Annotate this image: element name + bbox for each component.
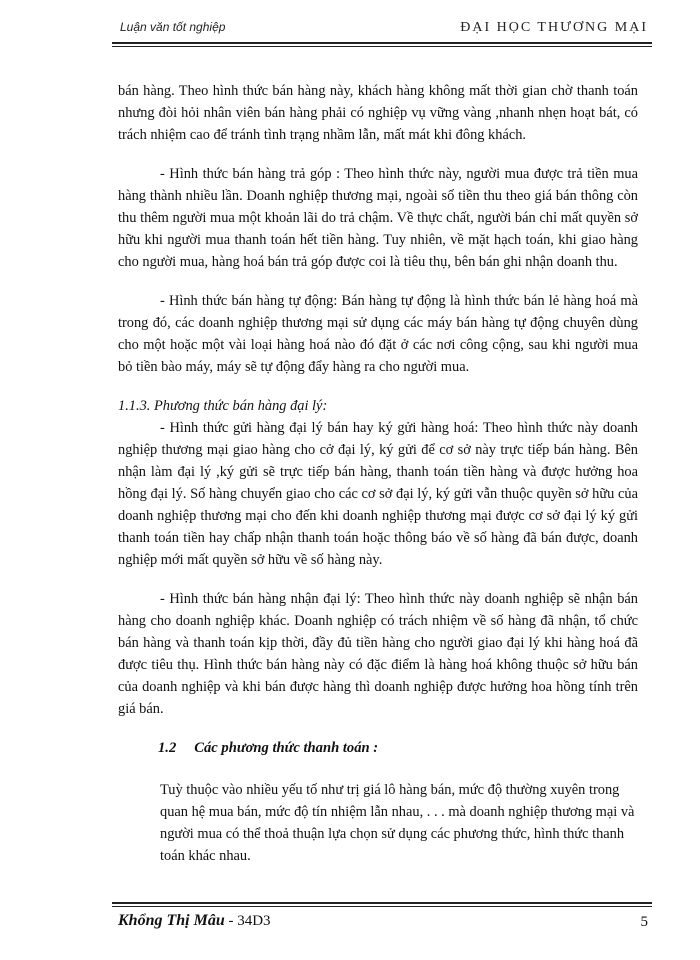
paragraph-payment-methods: Tuỳ thuộc vào nhiều yếu tố như trị giá lô hàng bán, mức độ thường xuyên trong quan hệ mua bán, mức độ tín nhiệm lẫn nhau, . . . mà doanh nghiệp thương mại và người mua có thể thoả thuận lựa chọn sử dụng các phương thức, hình thức thanh toán khác nhau. bbox=[160, 782, 635, 864]
author-class: - 34D3 bbox=[224, 913, 271, 929]
author-signature: Khổng Thị Mâu bbox=[118, 912, 225, 929]
footer-divider bbox=[112, 902, 652, 907]
header-left-title: Luận văn tốt nghiệp bbox=[120, 20, 226, 34]
document-body bbox=[118, 80, 638, 884]
header-right-title: ĐẠI HỌC THƯƠNG MẠI bbox=[460, 20, 648, 35]
heading-1-2-number: 1.2 bbox=[158, 740, 177, 756]
footer-author bbox=[118, 912, 271, 930]
paragraph-agency-consignment: - Hình thức gửi hàng đại lý bán hay ký gửi hàng hoá: Theo hình thức này doanh nghiệp thương mại giao hàng cho cở đại lý, ký gửi để cơ sở này trực tiếp bán hàng. Bên nhận làm đại lý ,ký gửi sẽ trực tiếp bán hàng, thanh toán tiền hàng và được hưởng hoa hồng đại lý. Số hàng chuyển giao cho các cơ sở đại lý, ký gửi vẫn thuộc quyền sở hữu của doanh nghiệp thương mại cho đến khi doanh nghiệp thương mại được cơ sở đại lý ký gửi thanh toán tiền hay chấp nhận thanh toán hoặc thông báo về số hàng đã bán được, doanh nghiệp mới mất quyền sở hữu về số hàng này. bbox=[118, 420, 638, 568]
header-divider bbox=[112, 42, 652, 47]
paragraph-automatic-sales: - Hình thức bán hàng tự động: Bán hàng tự động là hình thức bán lẻ hàng hoá mà trong đó, các doanh nghiệp thương mại sử dụng các máy bán hàng tự động chuyên dùng cho một hoặc một vài loại hàng hoá nào đó đặt ở các nơi công cộng, sau khi người mua bỏ tiền bào máy, máy sẽ tự động đẩy hàng ra cho người mua. bbox=[118, 293, 638, 375]
heading-1-2 bbox=[158, 737, 638, 759]
page-number: 5 bbox=[640, 914, 648, 930]
paragraph-agency-receiving: - Hình thức bán hàng nhận đại lý: Theo hình thức này doanh nghiệp sẽ nhận bán hàng cho doanh nghiệp khác. Doanh nghiệp có trách nhiệm về số hàng đã nhận, tổ chức bán hàng và thanh toán kịp thời, đầy đủ tiền hàng cho người giao đại lý khi hàng hoá đã được tiêu thụ. Hình thức bán hàng này có đặc điểm là hàng hoá không thuộc sở hữu bán của doanh nghiệp và khi bán được hàng thì doanh nghiệp được hưởng hoa hồng tính trên giá bán. bbox=[118, 591, 638, 717]
heading-1-2-text: Các phương thức thanh toán : bbox=[194, 740, 379, 756]
paragraph-1: bán hàng. Theo hình thức bán hàng này, khách hàng không mất thời gian chờ thanh toán nhưng đòi hỏi nhân viên bán hàng phải có nghiệp vụ vững vàng ,nhanh nhẹn hoạt bát, có trách nhiệm cao để tránh tình trạng nhầm lẫn, mất mát khi đông khách. bbox=[118, 83, 638, 143]
heading-1-1-3: 1.1.3. Phương thức bán hàng đại lý: bbox=[118, 398, 328, 414]
paragraph-installment-sales: - Hình thức bán hàng trả góp : Theo hình thức này, người mua được trả tiền mua hàng thành nhiều lần. Doanh nghiệp thương mại, ngoài số tiền thu theo giá bán thông còn thu thêm người mua một khoản lãi do trả chậm. Về thực chất, người bán chỉ mất quyền sở hữu khi người mua thanh toán hết tiền hàng. Tuy nhiên, về mặt hạch toán, khi giao hàng cho người mua, hàng hoá bán trả góp được coi là tiêu thụ, bên bán ghi nhận doanh thu. bbox=[118, 166, 638, 270]
